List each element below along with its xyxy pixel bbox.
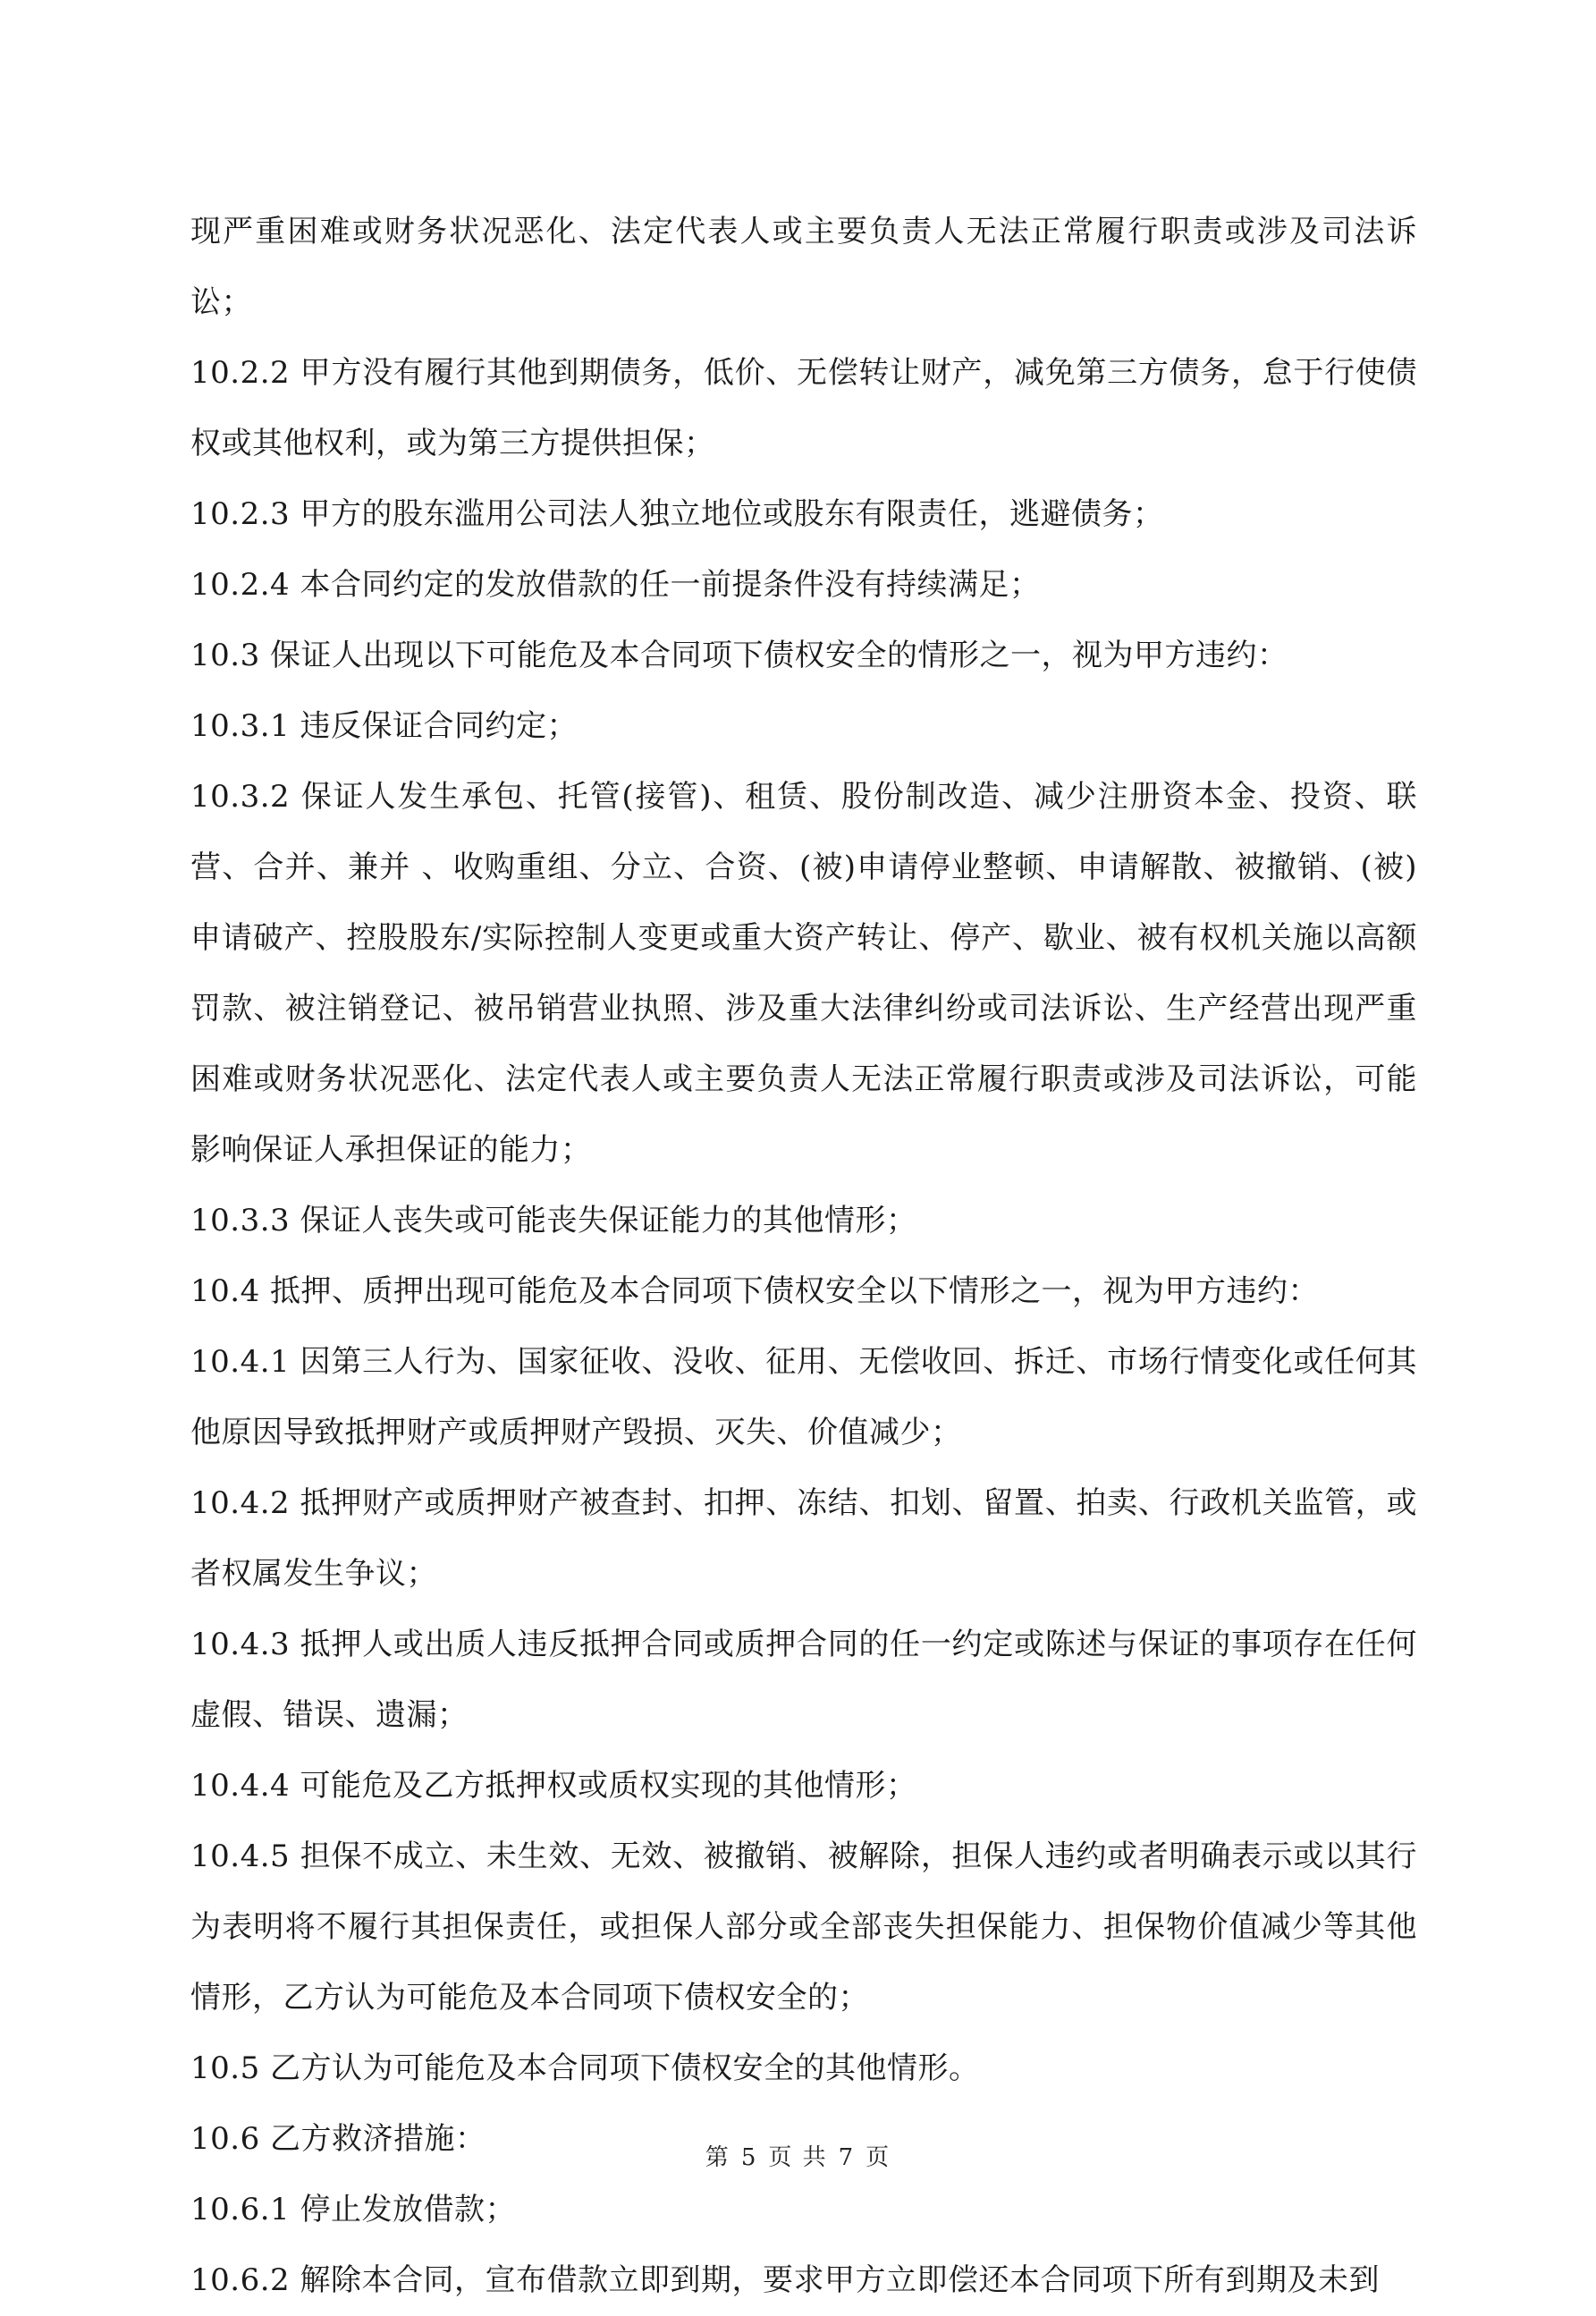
- clause-10-3-2: 10.3.2 保证人发生承包、托管(接管)、租赁、股份制改造、减少注册资本金、投资、联营、合并、兼并 、收购重组、分立、合资、(被)申请停业整顿、申请解散、被撤销、(被)申请破产、控股股东/实际控制人变更或重大资产转让、停产、歇业、被有权机关施以高额罚款、被注销登记、被吊销营业执照、涉及重大法律纠纷或司法诉讼、生产经营出现严重困难或财务状况恶化、法定代表人或主要负责人无法正常履行职责或涉及司法诉讼，可能影响保证人承担保证的能力；: [190, 779, 1417, 1168]
- document-body: [190, 197, 1417, 2316]
- clause-10-6-1: 10.6.1 停止发放借款；: [190, 2192, 516, 2227]
- clause-10-6: 10.6 乙方救济措施：: [190, 2121, 486, 2157]
- clause-10-4-1: 10.4.1 因第三人行为、国家征收、没收、征用、无偿收回、拆迁、市场行情变化或任何其他原因导致抵押财产或质押财产毁损、灭失、价值减少；: [190, 1344, 1417, 1450]
- clause-10-6-2: 10.6.2 解除本合同，宣布借款立即到期，要求甲方立即偿还本合同项下所有到期及未到: [190, 2262, 1380, 2298]
- clause-10-5: 10.5 乙方认为可能危及本合同项下债权安全的其他情形。: [190, 2050, 980, 2086]
- page-label-prefix: 第: [705, 2144, 730, 2171]
- clause-10-4-2: 10.4.2 抵押财产或质押财产被查封、扣押、冻结、扣划、留置、拍卖、行政机关监管，或者权属发生争议；: [190, 1485, 1417, 1592]
- clause-10-2-3: 10.2.3 甲方的股东滥用公司法人独立地位或股东有限责任，逃避债务；: [190, 496, 1164, 532]
- clause-10-4-3: 10.4.3 抵押人或出质人违反抵押合同或质押合同的任一约定或陈述与保证的事项存在任何虚假、错误、遗漏；: [190, 1627, 1417, 1733]
- page-label-mid: 页 共: [768, 2144, 828, 2171]
- clause-10-3: 10.3 保证人出现以下可能危及本合同项下债权安全的情形之一，视为甲方违约：: [190, 638, 1288, 673]
- paragraph-continuation: 现严重困难或财务状况恶化、法定代表人或主要负责人无法正常履行职责或涉及司法诉讼；: [190, 214, 1417, 320]
- clause-10-3-1: 10.3.1 违反保证合同约定；: [190, 708, 578, 744]
- clause-10-2-4: 10.2.4 本合同约定的发放借款的任一前提条件没有持续满足；: [190, 567, 1041, 603]
- page-label-suffix: 页: [866, 2144, 891, 2171]
- total-pages: 7: [838, 2144, 856, 2171]
- clause-10-4: 10.4 抵押、质押出现可能危及本合同项下债权安全以下情形之一，视为甲方违约：: [190, 1273, 1320, 1309]
- clause-10-3-3: 10.3.3 保证人丧失或可能丧失保证能力的其他情形；: [190, 1203, 917, 1238]
- page-number: 5: [740, 2144, 758, 2171]
- clause-10-4-4: 10.4.4 可能危及乙方抵押权或质权实现的其他情形；: [190, 1768, 917, 1804]
- clause-10-2-2: 10.2.2 甲方没有履行其他到期债务，低价、无偿转让财产，减免第三方债务，怠于行使债权或其他权利，或为第三方提供担保；: [190, 355, 1417, 461]
- page-footer: [0, 2144, 1596, 2171]
- clause-10-4-5: 10.4.5 担保不成立、未生效、无效、被撤销、被解除，担保人违约或者明确表示或以其行为表明将不履行其担保责任，或担保人部分或全部丧失担保能力、担保物价值减少等其他情形，乙方认为可能危及本合同项下债权安全的；: [190, 1838, 1417, 2016]
